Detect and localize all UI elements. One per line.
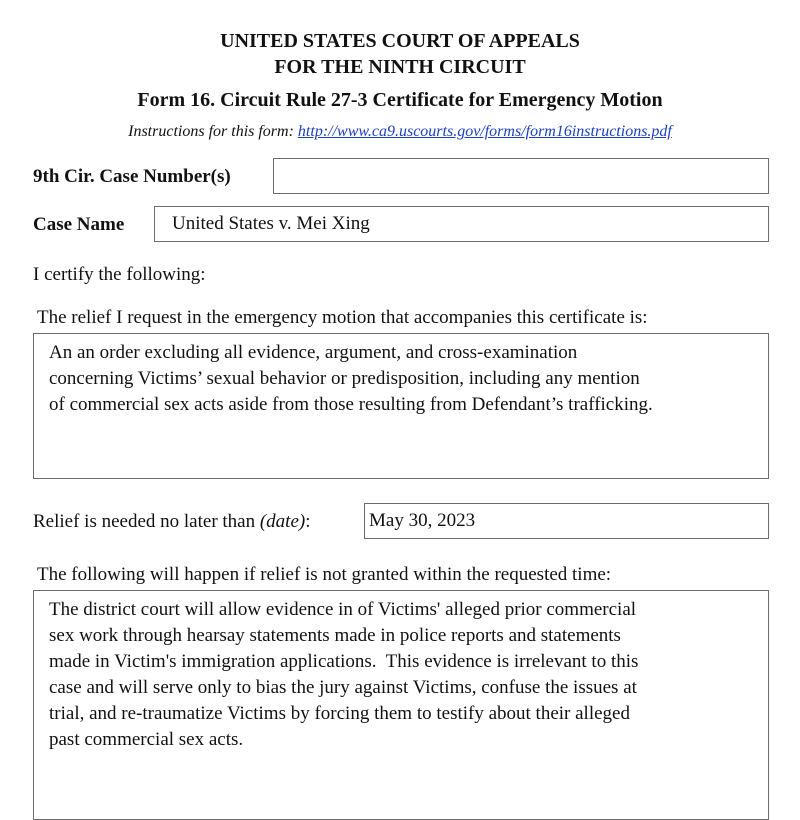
instructions-label: Instructions for this form: (128, 123, 298, 140)
relief-line: concerning Victims’ sexual behavior or predisposition, including any mention (49, 368, 640, 389)
consequence-line: sex work through hearsay statements made in police reports and statements (49, 625, 621, 646)
relief-prompt: The relief I request in the emergency motion that accompanies this certificate is: (37, 307, 648, 328)
deadline-label-colon: : (305, 511, 311, 532)
deadline-date-field[interactable] (364, 503, 769, 539)
consequence-line: past commercial sex acts. (49, 729, 244, 750)
instructions-line (0, 123, 800, 141)
deadline-label-text: Relief is needed no later than (33, 511, 260, 532)
consequence-line: case and will serve only to bias the jury against Victims, confuse the issues at (49, 677, 637, 698)
consequence-line: made in Victim's immigration applications. This evidence is irrelevant to this (49, 651, 639, 672)
court-name-line2: FOR THE NINTH CIRCUIT (274, 56, 526, 78)
deadline-date-value: May 30, 2023 (369, 510, 476, 531)
deadline-label-date-hint: (date) (259, 511, 306, 532)
form-title: Form 16. Circuit Rule 27-3 Certificate for Emergency Motion (137, 89, 663, 111)
consequence-textarea[interactable] (33, 590, 769, 820)
relief-text (49, 340, 764, 418)
court-name-line1: UNITED STATES COURT OF APPEALS (220, 30, 580, 52)
consequence-text (49, 597, 764, 753)
relief-line: of commercial sex acts aside from those resulting from Defendant’s trafficking. (49, 394, 653, 415)
case-name-label: Case Name (33, 214, 125, 235)
case-number-label: 9th Cir. Case Number(s) (33, 166, 231, 187)
consequence-line: The district court will allow evidence in of Victims' alleged prior commercial (49, 599, 637, 620)
case-number-field[interactable] (273, 158, 769, 194)
consequence-prompt: The following will happen if relief is not granted within the requested time: (37, 564, 612, 585)
case-name-value: United States v. Mei Xing (172, 213, 370, 234)
case-name-field[interactable] (154, 206, 769, 242)
consequence-line: trial, and re-traumatize Victims by forcing them to testify about their alleged (49, 703, 630, 724)
deadline-label (33, 511, 311, 533)
certify-statement: I certify the following: (33, 264, 206, 285)
instructions-link[interactable]: http://www.ca9.uscourts.gov/forms/form16instructions.pdf (297, 123, 672, 140)
relief-line: An an order excluding all evidence, argument, and cross-examination (49, 342, 578, 363)
relief-textarea[interactable] (33, 333, 769, 479)
